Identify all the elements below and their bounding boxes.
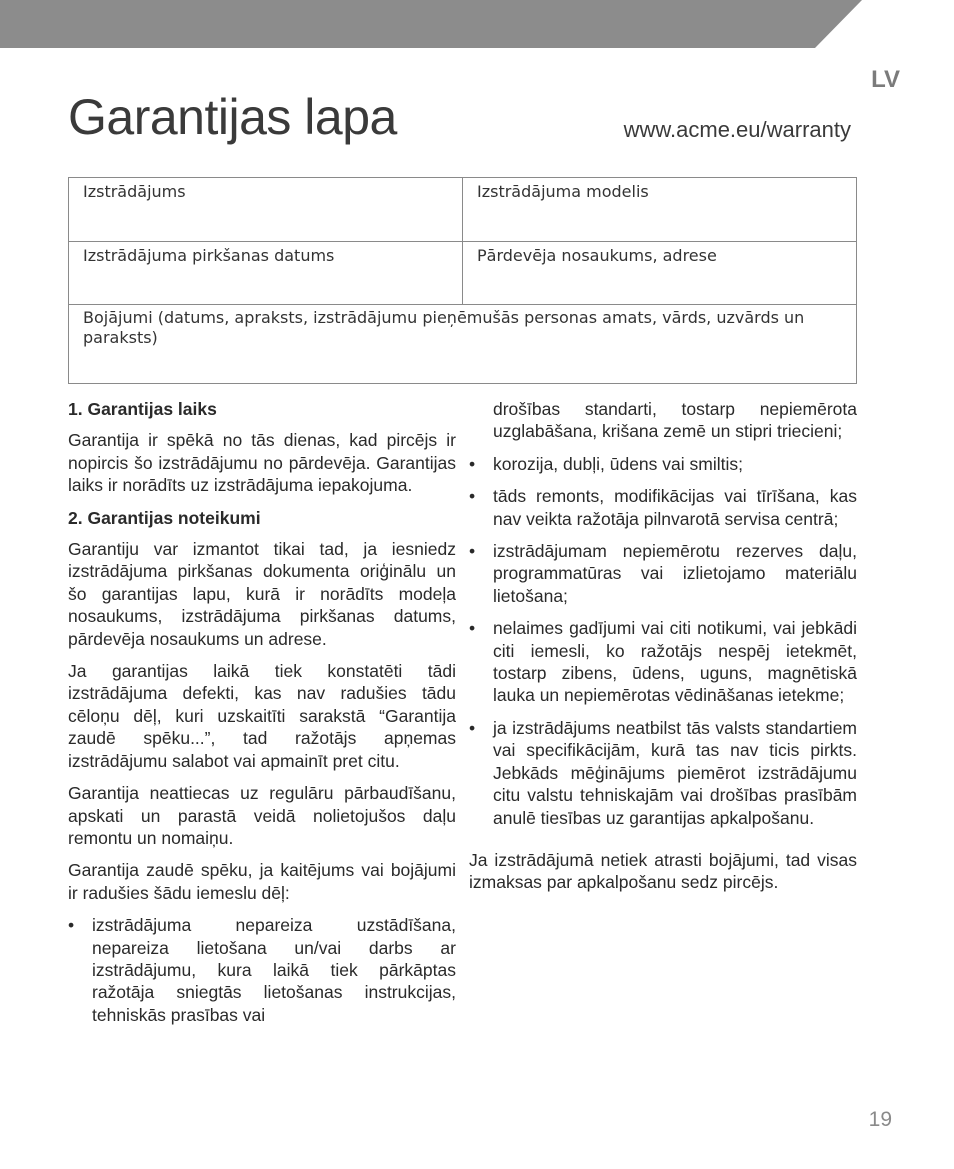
exclusion-list bbox=[469, 453, 857, 829]
paragraph: Garantija neattiecas uz regulāru pārbaudīšanu, apskati un parastā veidā nolietojušos daļu remontu un nomaiņu. bbox=[68, 783, 456, 848]
form-cell-damages: Bojājumi (datums, apraksts, izstrādājumu pieņēmušās personas amats, vārds, uzvārds un paraksts) bbox=[83, 308, 805, 347]
paragraph: Garantija zaudē spēku, ja kaitējums vai bojājumi ir radušies šādu iemeslu dēļ: bbox=[68, 860, 456, 903]
header-band bbox=[0, 0, 954, 48]
list-item-text: korozija, dubļi, ūdens vai smiltis; bbox=[493, 453, 743, 474]
list-item-text: nelaimes gadījumi vai citi notikumi, vai jebkādi citi iemesli, ko ražotājs nespēj ietekmēt, tostarp zibens, ūdens, uguns, magnētiskā lauka un nepiemērotas vēdināšanas ietekme; bbox=[493, 618, 857, 706]
paragraph: Ja garantijas laikā tiek konstatēti tādi izstrādājuma defekti, kas nav radušies tādu cēloņu dēļ, kuri uzskaitīti sarakstā “Garantija zaudē spēku...”, tad ražotājs apņemas izstrādājumu salabot vai apmainīt pret citu. bbox=[68, 661, 456, 771]
list-item bbox=[469, 717, 857, 829]
list-item-text: ja izstrādājums neatbilst tās valsts standartiem vai specifikācijām, kurā tas nav ticis pirkts. Jebkāds mēģinājums piemērot izstrādājumu citu valstu tehniskajām vai drošības prasībām anulē tiesības uz garantijas apkalpošanu. bbox=[493, 717, 857, 828]
list-item-text: izstrādājuma nepareiza uzstādīšana, nepareiza lietošana un/vai darbs ar izstrādājumu, kura laikā tiek pārkāptas ražotāja sniegtās lietošanas instrukcijas, tehniskās prasības vai bbox=[92, 915, 456, 1025]
bullet-icon: • bbox=[469, 717, 476, 738]
list-item-continuation: drošības standarti, tostarp nepiemērota uzglabāšana, krišana zemē un stipri triecieni; bbox=[493, 399, 857, 442]
paragraph: Garantija ir spēkā no tās dienas, kad pircējs ir nopircis šo izstrādājumu no pārdevēja. Garantijas laiks ir norādīts uz izstrādājuma iepakojuma. bbox=[68, 430, 456, 496]
warranty-form bbox=[68, 177, 857, 384]
bullet-icon: • bbox=[469, 486, 476, 507]
form-cell-model: Izstrādājuma modelis bbox=[463, 178, 856, 242]
list-item bbox=[469, 540, 857, 607]
form-cell-seller: Pārdevēja nosaukums, adrese bbox=[463, 242, 856, 305]
list-item bbox=[469, 453, 857, 475]
bullet-icon: • bbox=[469, 618, 476, 639]
exclusion-list bbox=[68, 914, 456, 1026]
form-cell-product: Izstrādājums bbox=[69, 178, 463, 242]
list-item bbox=[68, 914, 456, 1026]
page-number: 19 bbox=[868, 1108, 892, 1131]
bullet-icon: • bbox=[68, 915, 75, 936]
list-item-text: tāds remonts, modifikācijas vai tīrīšana, kas nav veikta ražotāja pilnvarotā servisa centrā; bbox=[493, 486, 857, 529]
list-item bbox=[469, 485, 857, 530]
right-column bbox=[469, 398, 857, 904]
section-heading: 1. Garantijas laiks bbox=[68, 399, 217, 419]
paragraph: Garantiju var izmantot tikai tad, ja iesniedz izstrādājuma pirkšanas dokumenta oriģinālu un šo garantijas lapu, kurā ir norādīts modeļa nosaukums, izstrādājuma pirkšanas datums, pārdevēja nosaukums un adrese. bbox=[68, 539, 456, 649]
page-title: Garantijas lapa bbox=[68, 89, 397, 145]
list-item-text: izstrādājumam nepiemērotu rezerves daļu, programmatūras vai izlietojamo materiālu lietošana; bbox=[493, 541, 857, 606]
language-code: LV bbox=[871, 66, 900, 93]
form-cell-purchase-date: Izstrādājuma pirkšanas datums bbox=[69, 242, 463, 305]
section-heading: 2. Garantijas noteikumi bbox=[68, 507, 261, 528]
closing-paragraph: Ja izstrādājumā netiek atrasti bojājumi, tad visas izmaksas par apkalpošanu sedz pircējs. bbox=[469, 849, 857, 893]
left-column bbox=[68, 398, 456, 1036]
bullet-icon: • bbox=[469, 453, 476, 474]
bullet-icon: • bbox=[469, 541, 476, 562]
list-item bbox=[469, 617, 857, 707]
warranty-url: www.acme.eu/warranty bbox=[623, 117, 851, 142]
